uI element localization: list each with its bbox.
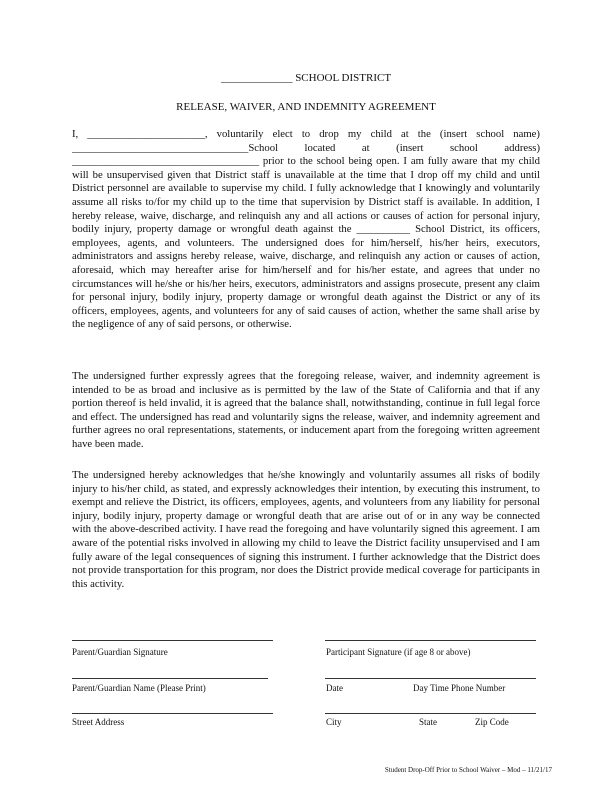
zip-code-label: Zip Code	[475, 717, 509, 727]
form-footer: Student Drop-Off Prior to School Waiver – Mod – 11/21/17	[384, 766, 552, 774]
city-label: City	[326, 717, 342, 727]
parent-name-line[interactable]	[72, 678, 268, 679]
indemnity-paragraph: The undersigned further expressly agrees that the foregoing release, waiver, and indemnity agreement is intended to be as broad and inclusive as is permitted by the law of the State of California and that if any portion thereof is held invalid, it is agreed that the balance shall, notwithstanding, continue in full legal force and effect. The undersigned has read and voluntarily signs the release, waiver, and indemnity agreement and further agrees no oral representations, statements, or inducement apart from the foregoing written agreement have been made.	[72, 370, 540, 450]
participant-signature-label: Participant Signature (if age 8 or above)	[326, 647, 471, 657]
day-phone-label: Day Time Phone Number	[413, 683, 506, 693]
parent-name-label: Parent/Guardian Name (Please Print)	[72, 683, 206, 693]
parent-signature-label: Parent/Guardian Signature	[72, 647, 168, 657]
participant-signature-line[interactable]	[325, 640, 536, 641]
date-phone-line[interactable]	[325, 678, 536, 679]
state-label: State	[419, 717, 437, 727]
agreement-title: RELEASE, WAIVER, AND INDEMNITY AGREEMENT	[176, 101, 436, 113]
date-label: Date	[326, 683, 343, 693]
acknowledgement-paragraph: The undersigned hereby acknowledges that he/she knowingly and voluntarily assumes all risks of bodily injury to his/her child, as stated, and expressly acknowledges their intention, by executing this instrument, to exempt and relieve the District, its officers, employees, agents, and volunteers from any liability for personal injury, bodily injury, property damage or wrongful death that are arise out of or in any way be connected with the above-described activity. I have read the foregoing and have voluntarily signed this agreement. I am aware of the potential risks involved in allowing my child to leave the District facility unsupervised and I am fully aware of the legal consequences of signing this instrument. I further acknowledge that the District does not provide transportation for this program, nor does the District provide medical coverage for participants in this activity.	[72, 469, 540, 590]
school-district-heading: _____________ SCHOOL DISTRICT	[220, 72, 392, 84]
street-address-label: Street Address	[72, 717, 125, 727]
release-paragraph: I, ______________________, voluntarily elect to drop my child at the (insert school name) _________________________________School located at (insert school address) ___________________________________ prior to the school being open. I am fully aware that my child will be unsupervised given that District staff is unavailable at the time that I drop off my child and until District personnel are available to supervise my child. I fully acknowledge that I knowingly and voluntarily assume all risks to/for my child up to the time that supervision by District staff is available. In addition, I hereby release, waive, discharge, and relinquish any and all actions or causes of action for personal injury, bodily injury, property damage or wrongful death against the __________ School District, its officers, employees, agents, and volunteers. The undersigned does for him/herself, his/her heirs, executors, administrators and assigns hereby release, waive, discharge, and relinquish any action or causes of action, aforesaid, which may hereafter arise for him/herself and for his/her estate, and agrees that under no circumstances will he/she or his/her heirs, executors, administrators and assigns prosecute, present any claim for personal injury, bodily injury, property damage or wrongful death against the District or any of its officers, employees, agents, and volunteers for any of said causes of action, whether the same shall arise by the negligence of any of said persons, or otherwise.	[72, 128, 540, 331]
parent-signature-line[interactable]	[72, 640, 273, 641]
street-address-line[interactable]	[72, 713, 273, 714]
city-state-zip-line[interactable]	[325, 713, 536, 714]
